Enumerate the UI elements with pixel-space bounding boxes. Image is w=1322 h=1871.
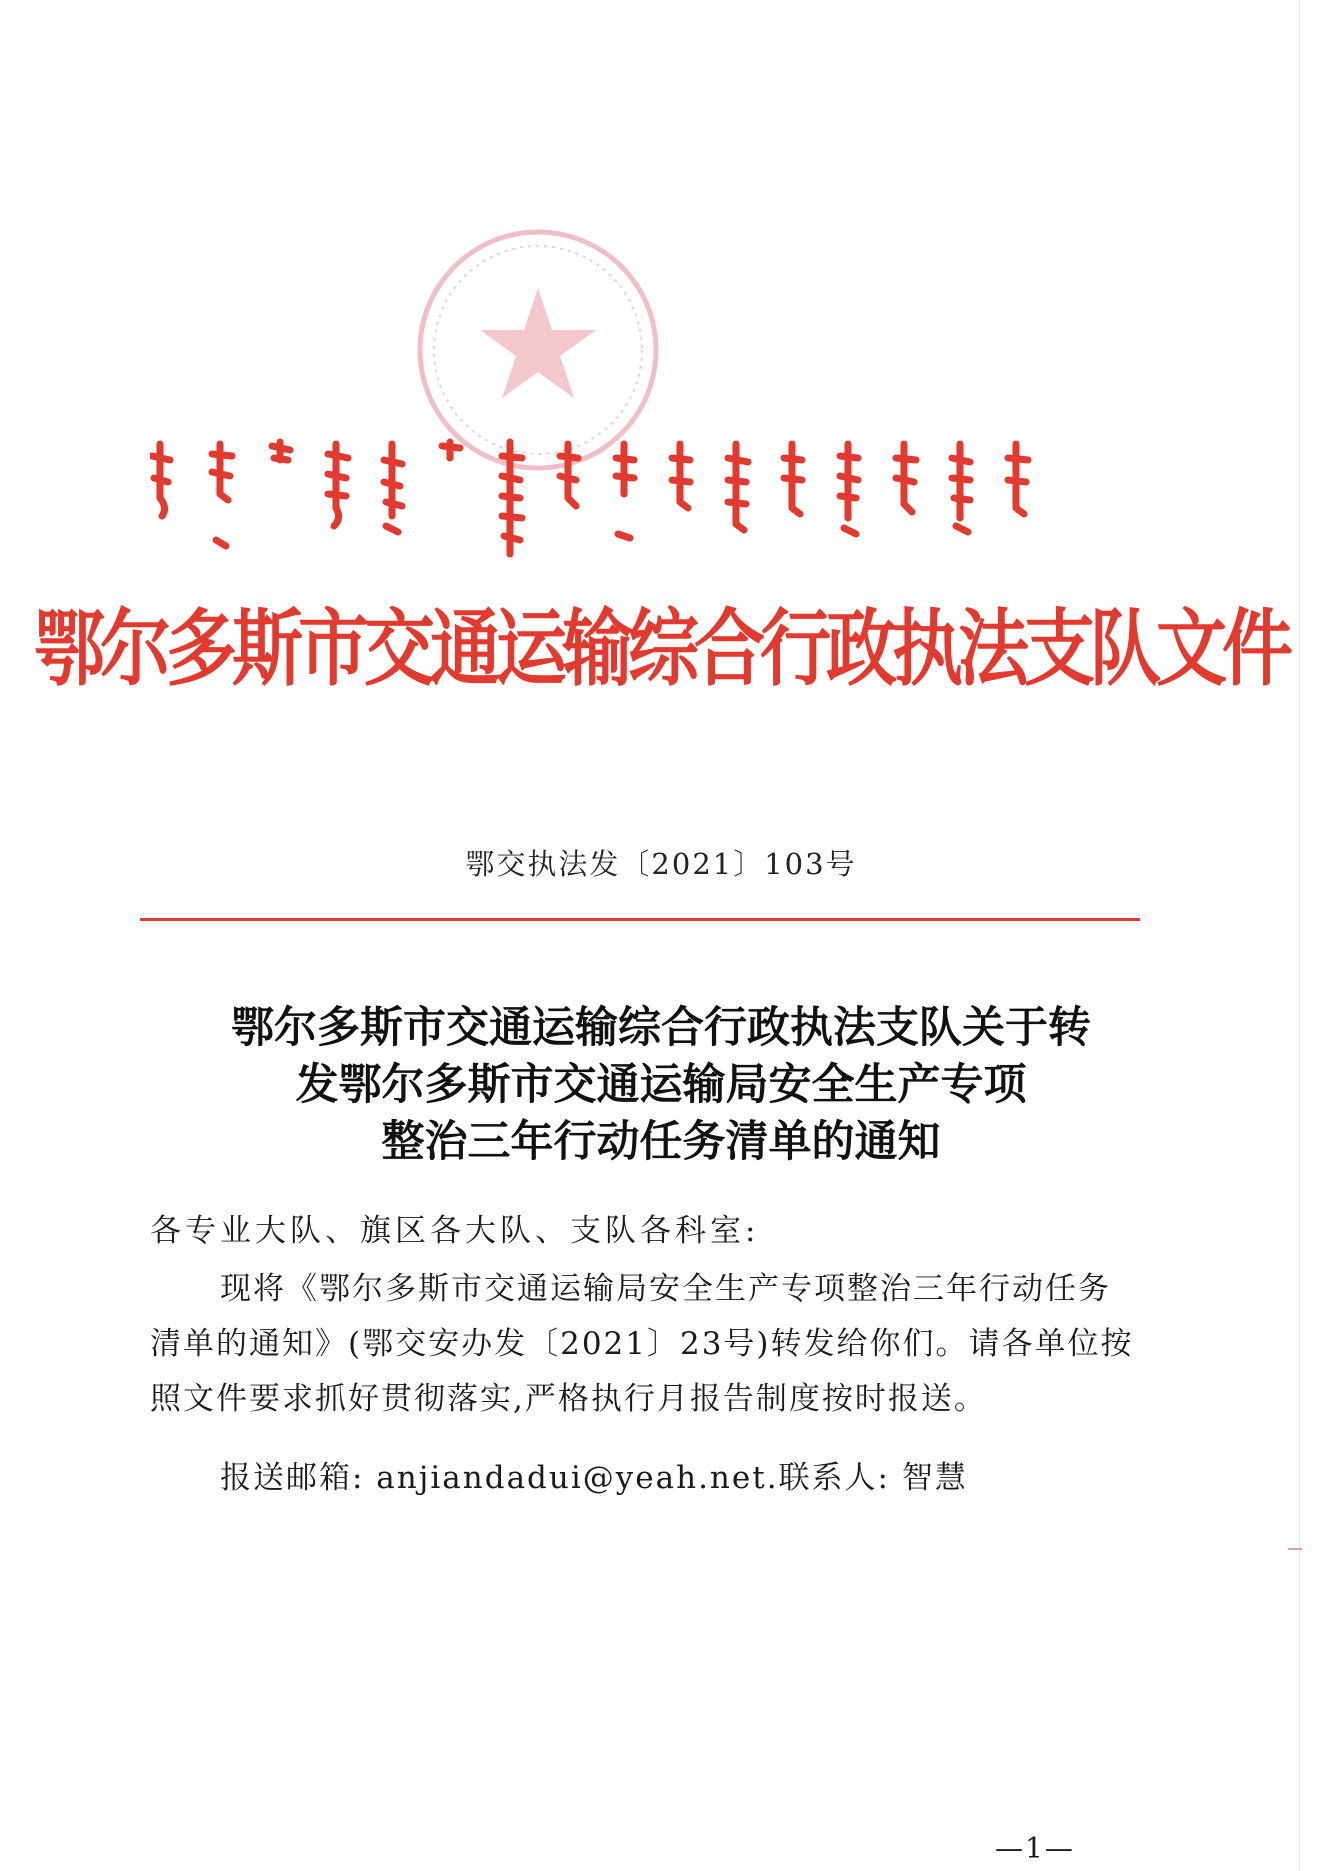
title-line: 发鄂尔多斯市交通运输局安全生产专项 <box>295 1060 1027 1110</box>
contact-info: 报送邮箱: anjiandadui@yeah.net.联系人: 智慧 <box>220 1460 968 1496</box>
paragraph-text: 现将《鄂尔多斯市交通运输局安全生产专项整治三年行动任务清单的通知》(鄂交安办发〔2021〕23号)转发给你们。请各单位按照文件要求抓好贯彻落实,严格执行月报告制度按时报送。 <box>150 1271 1134 1417</box>
body-paragraph <box>150 1262 1140 1427</box>
page-number: —1— <box>995 1831 1075 1865</box>
title-line: 鄂尔多斯市交通运输综合行政执法支队关于转 <box>231 1003 1091 1053</box>
addressee: 各专业大队、旗区各大队、支队各科室: <box>150 1213 760 1249</box>
title-line: 整治三年行动任务清单的通知 <box>381 1117 941 1167</box>
red-divider-line <box>140 918 1140 921</box>
mongolian-script-header <box>150 436 1170 566</box>
document-number: 鄂交执法发〔2021〕103号 <box>465 847 857 881</box>
scan-edge-line <box>1299 0 1300 1871</box>
document-title <box>80 1000 1242 1171</box>
issuing-organization-header: 鄂尔多斯市交通运输综合行政执法支队文件 <box>33 598 1288 698</box>
scan-edge-mark <box>1288 1548 1302 1550</box>
